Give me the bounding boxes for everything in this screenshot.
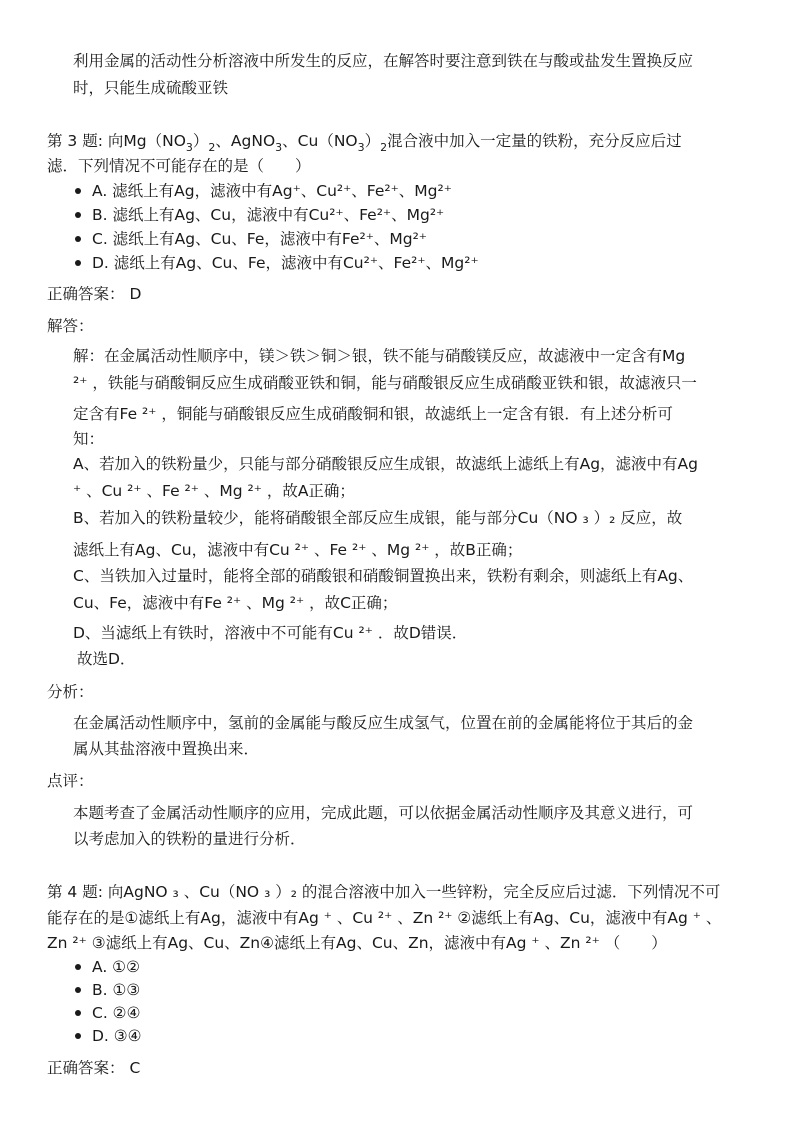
answer-value: C <box>129 1059 141 1077</box>
bullet-icon <box>75 212 81 218</box>
q3-comment-line: 以考虑加入的铁粉的量进行分析． <box>73 830 306 848</box>
q3-solution-line: 知： <box>73 430 105 448</box>
answer-label: 正确答案： <box>47 285 125 303</box>
q4-stem-text: 向AgNO ₃ 、Cu（NO ₃ ）₂ 的混合溶液中加入一些锌粉，完全反应后过滤．下列情况不可 <box>107 883 721 901</box>
q3-solution-line: ²⁺ ，铁能与硝酸铜反应生成硝酸亚铁和铜，能与硝酸银反应生成硝酸亚铁和银，故滤液只一 <box>73 374 697 392</box>
q4-stem-line-3: Zn ²⁺ ③滤纸上有Ag、Cu、Zn④滤纸上有Ag、Cu、Zn，滤液中有Ag ⁺ 、Zn ²⁺ （ ） <box>47 934 667 952</box>
q3-solution-line: 定含有Fe ²⁺ ，铜能与硝酸银反应生成硝酸铜和银，故滤纸上一定含有银．有上述分析可 <box>73 405 673 423</box>
bullet-icon <box>75 964 81 970</box>
q3-analysis-line: 在金属活动性顺序中，氢前的金属能与酸反应生成氢气，位置在前的金属能将位于其后的金 <box>73 714 694 732</box>
q3-solution-line: 故选D． <box>77 650 136 668</box>
q3-option-a: A. 滤纸上有Ag，滤液中有Ag⁺、Cu²⁺、Fe²⁺、Mg²⁺ <box>92 182 452 200</box>
q4-stem-line-2: 能存在的是①滤纸上有Ag，滤液中有Ag ⁺ 、Cu ²⁺ 、Zn ²⁺ ②滤纸上有Ag、Cu，滤液中有Ag ⁺ 、 <box>47 909 722 927</box>
q3-stem-part-a: 向Mg（NO <box>107 132 186 150</box>
q3-solution-line: 解：在金属活动性顺序中，镁＞铁＞铜＞银，铁不能与硝酸镁反应，故滤液中一定含有Mg <box>73 347 686 365</box>
bullet-icon <box>75 236 81 242</box>
q4-option-c: C. ②④ <box>92 1004 141 1022</box>
q3-solution-line: Cu、Fe，滤液中有Fe ²⁺ 、Mg ²⁺ ，故C正确； <box>73 594 398 612</box>
bullet-icon <box>75 188 81 194</box>
answer-value: D <box>129 285 142 303</box>
q3-option-d: D. 滤纸上有Ag、Cu、Fe，滤液中有Cu²⁺、Fe²⁺、Mg²⁺ <box>92 254 479 272</box>
q3-solution-line: ⁺ 、Cu ²⁺ 、Fe ²⁺ 、Mg ²⁺ ，故A正确； <box>73 482 355 500</box>
q3-solution-line: A、若加入的铁粉量少，只能与部分硝酸银反应生成银，故滤纸上滤纸上有Ag，滤液中有Ag <box>73 455 698 473</box>
q4-option-a: A. ①② <box>92 958 140 976</box>
q3-stem-part-b: 混合液中加入一定量的铁粉，充分反应后过 <box>387 132 682 150</box>
prev-comment-line-2: 时，只能生成硫酸亚铁 <box>73 79 229 97</box>
q3-comment-line: 本题考查了金属活动性顺序的应用，完成此题，可以依据金属活动性顺序及其意义进行，可 <box>73 804 694 822</box>
bullet-icon <box>75 260 81 266</box>
prev-comment-line-1: 利用金属的活动性分析溶液中所发生的反应，在解答时要注意到铁在与酸或盐发生置换反应 <box>73 52 694 70</box>
q4-option-d: D. ③④ <box>92 1027 142 1045</box>
q3-stem-line-1: 第 3 题: 向$Mg(NO_3)_2$、AgNO$_3$、$Cu(NO_3)_2$混合液中加入一定量的铁粉，充分反应后过 <box>47 132 682 154</box>
q4-label: 第 4 题: <box>47 883 103 901</box>
q3-option-c: C. 滤纸上有Ag、Cu、Fe，滤液中有Fe²⁺、Mg²⁺ <box>92 230 427 248</box>
q3-solution-label: 解答： <box>47 317 94 335</box>
q3-solution-line: 滤纸上有Ag、Cu，滤液中有Cu ²⁺ 、Fe ²⁺ 、Mg ²⁺ ，故B正确； <box>73 541 523 559</box>
q4-answer <box>47 1057 140 1079</box>
q3-label: 第 3 题: <box>47 132 103 150</box>
q3-solution-line: C、当铁加入过量时，能将全部的硝酸银和硝酸铜置换出来，铁粉有剩余，则滤纸上有Ag、 <box>73 567 694 585</box>
q3-analysis-line: 属从其盐溶液中置换出来． <box>73 740 260 758</box>
bullet-icon <box>75 1010 81 1016</box>
q3-answer <box>47 283 141 305</box>
answer-label: 正确答案： <box>47 1059 125 1077</box>
q3-solution-line: B、若加入的铁粉量较少，能将硝酸银全部反应生成银，能与部分Cu（NO ₃ ）₂ 反应，故 <box>73 509 683 527</box>
bullet-icon <box>75 987 81 993</box>
q4-stem-line-1 <box>47 881 720 903</box>
q3-stem-line-2: 滤．下列情况不可能存在的是（ ） <box>47 157 311 175</box>
q3-comment-label: 点评： <box>47 772 94 790</box>
q4-option-b: B. ①③ <box>92 981 141 999</box>
q3-solution-line: D、当滤纸上有铁时，溶液中不可能有Cu ²⁺ ．故D错误． <box>73 624 468 642</box>
bullet-icon <box>75 1033 81 1039</box>
q3-analysis-label: 分析： <box>47 683 94 701</box>
q3-option-b: B. 滤纸上有Ag、Cu，滤液中有Cu²⁺、Fe²⁺、Mg²⁺ <box>92 206 445 224</box>
